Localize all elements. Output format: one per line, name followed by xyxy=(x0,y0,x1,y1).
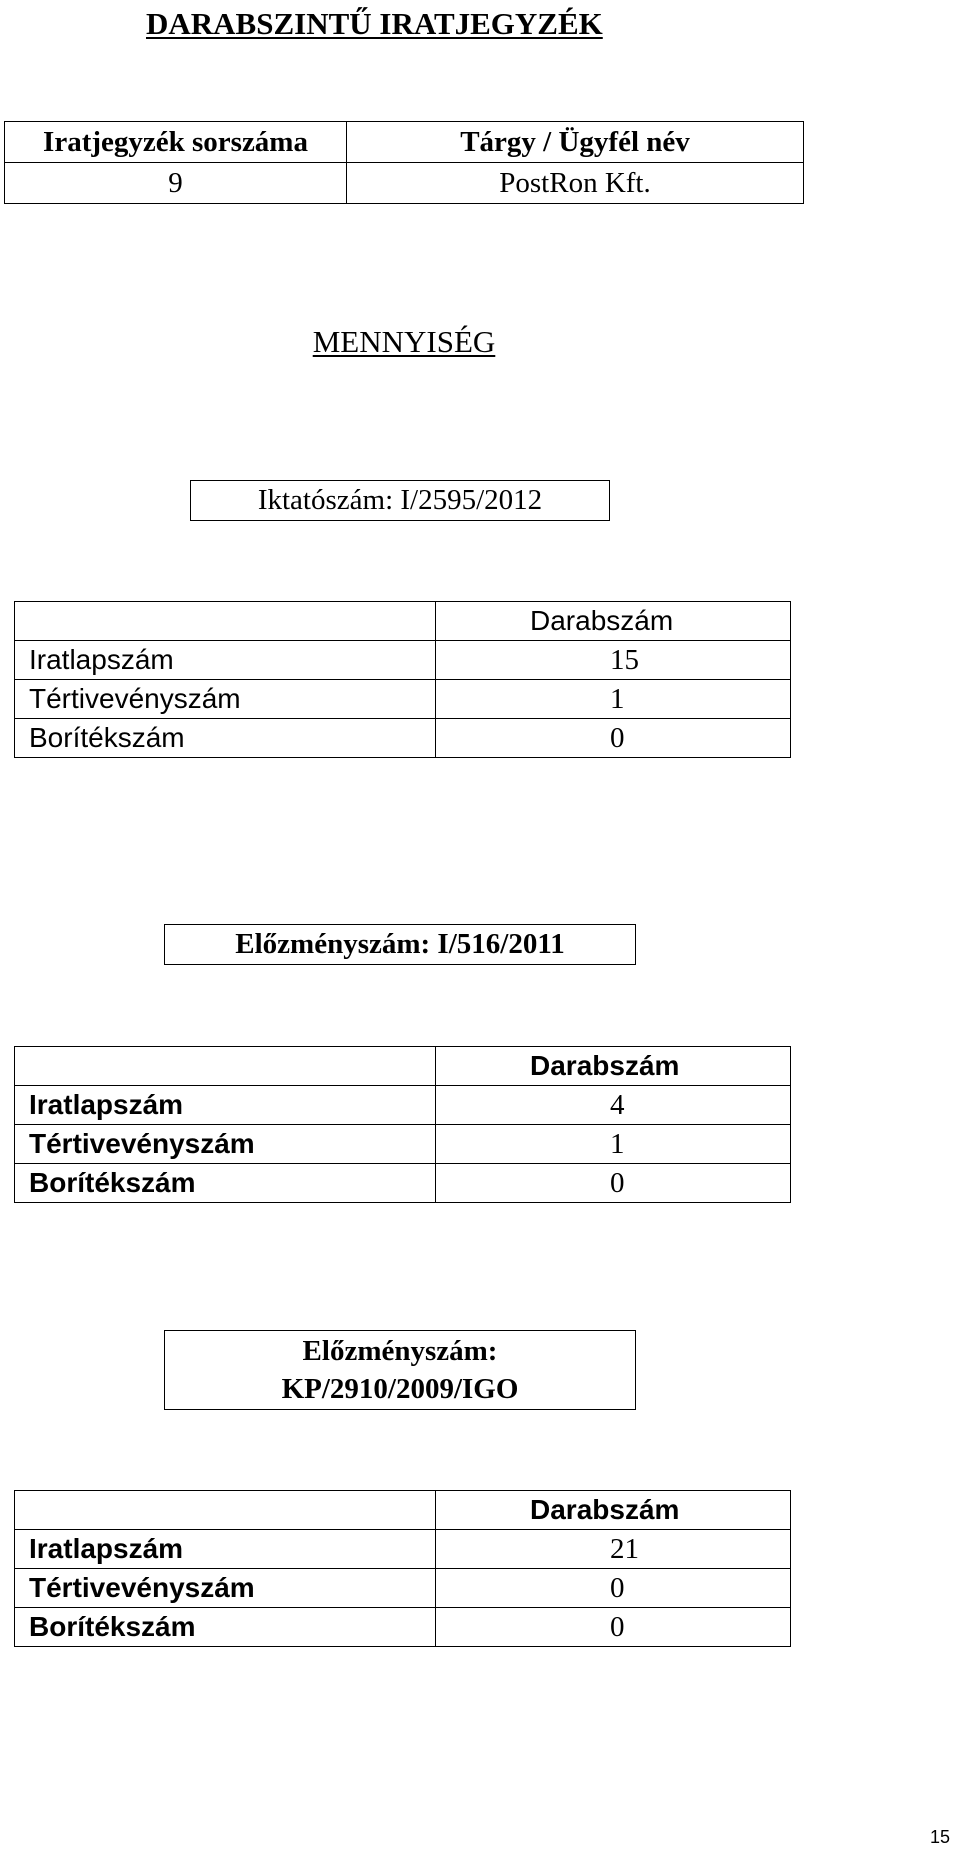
table-row xyxy=(15,719,791,758)
register-number-cell: 9 xyxy=(5,163,347,204)
count-column-header: Darabszám xyxy=(436,1491,791,1530)
table-row xyxy=(15,641,791,680)
row-value: 4 xyxy=(436,1086,791,1125)
count-table-prior-1 xyxy=(14,1046,791,1203)
blank-header-cell xyxy=(15,1491,436,1530)
filing-number-label: Iktatószám: I/2595/2012 xyxy=(257,484,543,516)
table-header-row xyxy=(5,122,804,163)
row-value: 15 xyxy=(436,641,791,680)
subject-cell: PostRon Kft. xyxy=(347,163,804,204)
row-label: Iratlapszám xyxy=(15,641,436,680)
row-label: Borítékszám xyxy=(15,719,436,758)
prior-number-box-2 xyxy=(164,1330,636,1410)
prior-number-box xyxy=(164,924,636,965)
row-value: 1 xyxy=(436,680,791,719)
row-label: Tértivevényszám xyxy=(15,1125,436,1164)
table-row xyxy=(15,1164,791,1203)
row-value: 21 xyxy=(436,1530,791,1569)
register-table xyxy=(4,121,804,204)
row-label: Iratlapszám xyxy=(15,1086,436,1125)
count-column-header: Darabszám xyxy=(436,1047,791,1086)
row-label: Borítékszám xyxy=(15,1164,436,1203)
table-row xyxy=(15,1608,791,1647)
table-row xyxy=(15,680,791,719)
table-row xyxy=(5,163,804,204)
filing-number-box xyxy=(190,480,610,521)
page-number: 15 xyxy=(929,1827,950,1847)
row-value: 0 xyxy=(436,1569,791,1608)
row-label: Tértivevényszám xyxy=(15,680,436,719)
row-label: Borítékszám xyxy=(15,1608,436,1647)
prior-number-label: Előzményszám: I/516/2011 xyxy=(235,928,565,960)
table-row xyxy=(15,1569,791,1608)
row-label: Tértivevényszám xyxy=(15,1569,436,1608)
row-value: 0 xyxy=(436,1608,791,1647)
count-table-filing xyxy=(14,601,791,758)
table-row xyxy=(15,1530,791,1569)
count-table-prior-2 xyxy=(14,1490,791,1647)
count-table-header-row xyxy=(15,1491,791,1530)
quantity-heading: MENNYISÉG xyxy=(312,324,496,359)
column-header-register-number: Iratjegyzék sorszáma xyxy=(5,122,347,163)
prior-number-label-line2: KP/2910/2009/IGO xyxy=(281,1373,519,1405)
blank-header-cell xyxy=(15,602,436,641)
row-label: Iratlapszám xyxy=(15,1530,436,1569)
count-table-header-row xyxy=(15,602,791,641)
table-row xyxy=(15,1125,791,1164)
count-column-header: Darabszám xyxy=(436,602,791,641)
row-value: 0 xyxy=(436,1164,791,1203)
count-table-header-row xyxy=(15,1047,791,1086)
row-value: 1 xyxy=(436,1125,791,1164)
document-title: DARABSZINTŰ IRATJEGYZÉK xyxy=(146,6,603,41)
row-value: 0 xyxy=(436,719,791,758)
table-row xyxy=(15,1086,791,1125)
blank-header-cell xyxy=(15,1047,436,1086)
prior-number-label-line1: Előzményszám: xyxy=(302,1335,498,1367)
column-header-subject: Tárgy / Ügyfél név xyxy=(347,122,804,163)
